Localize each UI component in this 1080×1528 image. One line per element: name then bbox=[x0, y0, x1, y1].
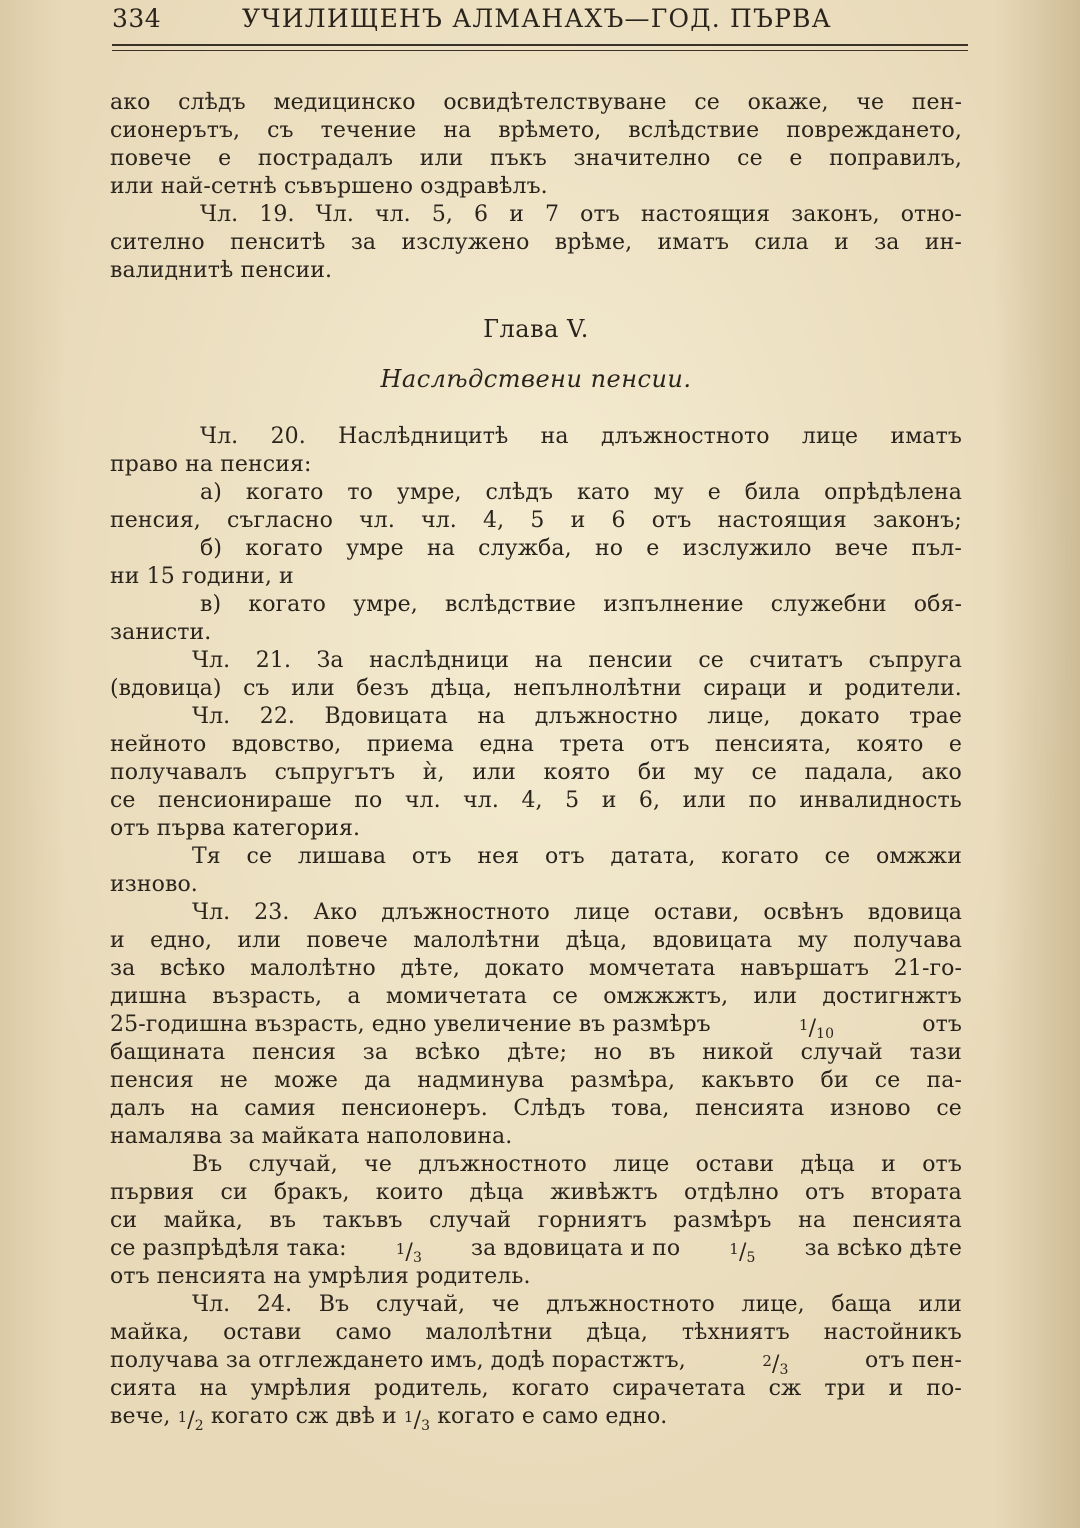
article-19 bbox=[110, 201, 962, 285]
text-line: или най-сетнѣ съвършено оздравѣлъ. bbox=[110, 174, 548, 199]
page-body bbox=[110, 89, 962, 1434]
text-line: нейното вдовство, приема една трета отъ пенсията, която е bbox=[110, 732, 962, 757]
text-line: валиднитѣ пенсии. bbox=[110, 258, 333, 283]
text-line: право на пенсия: bbox=[110, 452, 312, 477]
text-segment: отъ bbox=[922, 1012, 962, 1037]
text-line: ако слѣдъ медицинско освидѣтелствуване се окаже, че пен- bbox=[110, 90, 962, 115]
fraction-denominator: 3 bbox=[421, 1418, 431, 1434]
text-segment: за всѣко дѣте bbox=[804, 1236, 962, 1261]
text-line: майка, остави само малолѣтни дѣца, тѣхниятъ настойникъ bbox=[110, 1320, 962, 1345]
article-20 bbox=[110, 423, 962, 647]
chapter-heading: Глава V. bbox=[483, 315, 589, 343]
fraction: $^1$/2 bbox=[177, 1408, 204, 1434]
text-line: получавалъ съпругътъ ѝ, или която би му се падала, ако bbox=[110, 760, 962, 785]
fraction-numerator: 1 bbox=[177, 1408, 188, 1426]
fraction-denominator: 2 bbox=[194, 1418, 204, 1434]
text-segment: се разпрѣдѣля така: bbox=[110, 1236, 347, 1261]
fraction-denominator: 5 bbox=[746, 1250, 756, 1266]
text-line-with-fraction bbox=[110, 1347, 962, 1378]
text-line: бащината пенсия за всѣко дѣте; но въ никой случай тази bbox=[110, 1040, 962, 1065]
text-line: Чл. 22. Вдовицата на длъжностно лице, докато трае bbox=[192, 704, 962, 729]
chapter-subheading: Наслѣдствени пенсии. bbox=[380, 365, 692, 393]
text-line-with-fraction bbox=[110, 1011, 962, 1042]
text-segment: за вдовицата и по bbox=[471, 1236, 681, 1261]
fraction-denominator: 3 bbox=[412, 1250, 422, 1266]
header-rule-thin bbox=[112, 50, 968, 51]
text-line: отъ пенсията на умрѣлия родитель. bbox=[110, 1264, 531, 1289]
fraction: $^1$/10 bbox=[798, 1016, 835, 1042]
text-line: Чл. 21. За наслѣдници на пенсии се считатъ съпруга bbox=[192, 648, 962, 673]
fraction-numerator: 2 bbox=[762, 1352, 772, 1370]
text-line: Тя се лишава отъ нея отъ датата, когато се омжжи bbox=[192, 844, 962, 869]
text-segment: отъ пен- bbox=[864, 1348, 962, 1373]
text-line: повече е пострадалъ или пъкъ значително се е поправилъ, bbox=[110, 146, 962, 171]
paragraph bbox=[110, 1151, 962, 1291]
text-line: сията на умрѣлия родитель, когато сирачетата сж три и по- bbox=[110, 1376, 962, 1401]
page-number: 334 bbox=[112, 4, 162, 33]
running-title: УЧИЛИЩЕНЪ АЛМАНАХЪ—ГОД. ПЪРВА bbox=[242, 4, 832, 33]
text-line: (вдовица) съ или безъ дѣца, непълнолѣтни сираци и родители. bbox=[110, 676, 962, 701]
text-line: сително пенситѣ за изслужено врѣме, иматъ сила и за ин- bbox=[110, 230, 962, 255]
text-segment: когато сж двѣ и bbox=[210, 1404, 397, 1429]
text-line-with-fraction bbox=[110, 1403, 962, 1434]
text-line: дишна възрасть, а момичетата се омжжжтъ, или достигнжтъ bbox=[110, 984, 962, 1009]
text-segment: получава за отглеждането имъ, додѣ порастжтъ, bbox=[110, 1348, 686, 1373]
fraction: $^2$/3 bbox=[762, 1352, 789, 1378]
text-line: Чл. 23. Ако длъжностното лице остави, освѣнъ вдовица bbox=[192, 900, 962, 925]
fraction-numerator: 1 bbox=[798, 1016, 809, 1034]
paragraph bbox=[110, 89, 962, 201]
text-segment: 25-годишна възрасть, едно увеличение въ размѣръ bbox=[110, 1012, 711, 1037]
text-segment: когато е само едно. bbox=[437, 1404, 668, 1429]
text-line: а) когато то умре, слѣдъ като му е била опрѣдѣлена bbox=[200, 480, 962, 505]
text-line: си майка, въ такъвъ случай горниятъ размѣръ на пенсията bbox=[110, 1208, 962, 1233]
text-line: Чл. 20. Наслѣдницитѣ на длъжностното лице иматъ bbox=[200, 424, 962, 449]
fraction-denominator: 3 bbox=[779, 1362, 789, 1378]
text-line: далъ на самия пенсионеръ. Слѣдъ това, пенсията изново се bbox=[110, 1096, 962, 1121]
text-line: в) когато умре, вслѣдствие изпълнение служебни обя- bbox=[200, 592, 962, 617]
text-line: ни 15 години, и bbox=[110, 564, 294, 589]
header-rule-thick bbox=[112, 44, 968, 46]
text-line: занисти. bbox=[110, 620, 212, 645]
text-line: намалява за майката наполовина. bbox=[110, 1124, 513, 1149]
text-line: Чл. 19. Чл. чл. 5, 6 и 7 отъ настоящия законъ, отно- bbox=[200, 202, 962, 227]
fraction-numerator: 1 bbox=[729, 1240, 739, 1258]
fraction-numerator: 1 bbox=[403, 1408, 414, 1426]
fraction-denominator: 10 bbox=[816, 1026, 835, 1042]
article-22 bbox=[110, 703, 962, 899]
text-line: за всѣко малолѣтно дѣте, докато момчетата навършатъ 21-го- bbox=[110, 956, 962, 981]
text-line: първия си бракъ, които дѣца живѣжтъ отдѣлно отъ втората bbox=[110, 1180, 962, 1205]
text-line: Чл. 24. Въ случай, че длъжностното лице, баща или bbox=[192, 1292, 962, 1317]
fraction-numerator: 1 bbox=[395, 1240, 406, 1258]
text-line: изново. bbox=[110, 872, 198, 897]
text-line: б) когато умре на служба, но е изслужило вече пъл- bbox=[200, 536, 962, 561]
text-line: сионерътъ, съ течение на врѣмето, вслѣдствие повреждането, bbox=[110, 118, 962, 143]
text-line: и едно, или повече малолѣтни дѣца, вдовицата му получава bbox=[110, 928, 962, 953]
text-line: пенсия не може да надминува размѣра, какъвто би се па- bbox=[110, 1068, 962, 1093]
text-line: пенсия, съгласно чл. чл. 4, 5 и 6 отъ настоящия законъ; bbox=[110, 508, 962, 533]
article-21 bbox=[110, 647, 962, 703]
page-header bbox=[112, 2, 970, 42]
text-line-with-fraction bbox=[110, 1235, 962, 1266]
text-line: отъ първа категория. bbox=[110, 816, 361, 841]
fraction: $^1$/3 bbox=[395, 1240, 422, 1266]
fraction: $^1$/3 bbox=[403, 1408, 431, 1434]
text-line: Въ случай, че длъжностното лице остави дѣца и отъ bbox=[192, 1152, 962, 1177]
text-segment: вече, bbox=[110, 1404, 171, 1429]
text-line: се пенсионираше по чл. чл. 4, 5 и 6, или по инвалидность bbox=[110, 788, 962, 813]
fraction: $^1$/5 bbox=[729, 1240, 756, 1266]
article-24 bbox=[110, 1291, 962, 1434]
article-23 bbox=[110, 899, 962, 1151]
